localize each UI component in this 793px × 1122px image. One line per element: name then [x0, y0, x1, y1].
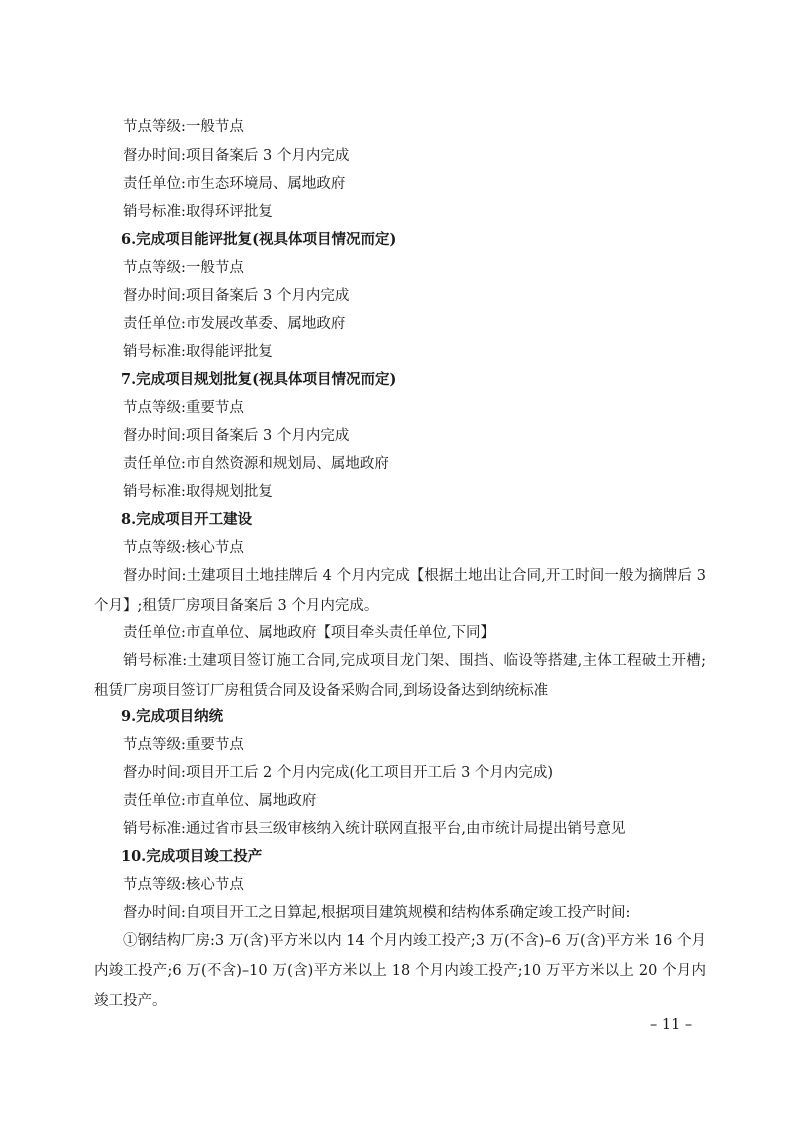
- section-heading: 9.完成项目纳统: [121, 708, 224, 725]
- text-line: 销号标准:取得环评批复: [123, 204, 273, 220]
- text-line: 督办时间:项目备案后 3 个月内完成: [123, 288, 350, 304]
- text-line: 节点等级:一般节点: [123, 119, 244, 135]
- section-heading: 7.完成项目规划批复(视具体项目情况而定): [121, 371, 397, 388]
- text-line: 销号标准:通过省市县三级审核纳入统计联网直报平台,由市统计局提出销号意见: [123, 821, 626, 837]
- text-line: 节点等级:重要节点: [123, 737, 244, 753]
- text-line: 责任单位:市发展改革委、属地政府: [123, 316, 346, 332]
- text-line: 督办时间:项目备案后 3 个月内完成: [123, 428, 350, 444]
- text-line: 督办时间:项目开工后 2 个月内完成(化工项目开工后 3 个月内完成): [123, 765, 554, 781]
- text-line: 销号标准:取得能评批复: [123, 344, 273, 360]
- text-line: 责任单位:市直单位、属地政府【项目牵头责任单位,下同】: [123, 625, 495, 641]
- text-line: 节点等级:核心节点: [123, 540, 244, 556]
- text-line: 责任单位:市生态环境局、属地政府: [123, 176, 346, 192]
- section-heading: 8.完成项目开工建设: [121, 511, 253, 528]
- text-line: 督办时间:自项目开工之日算起,根据项目建筑规模和结构体系确定竣工投产时间:: [123, 905, 631, 921]
- text-line: 节点等级:一般节点: [123, 260, 244, 276]
- text-line: 责任单位:市自然资源和规划局、属地政府: [123, 456, 389, 472]
- paragraph-supervision-time: 督办时间:土建项目土地挂牌后 4 个月内完成【根据土地出让合同,开工时间一般为摘牌后 3 个月】;租赁厂房项目备案后 3 个月内完成。: [94, 568, 706, 614]
- section-heading: 10.完成项目竣工投产: [121, 848, 263, 865]
- text-line: 节点等级:核心节点: [123, 877, 244, 893]
- page-number: – 11 –: [650, 1017, 693, 1033]
- text-line: 节点等级:重要节点: [123, 400, 244, 416]
- text-line: 销号标准:取得规划批复: [123, 484, 273, 500]
- paragraph-steel-structure: ①钢结构厂房:3 万(含)平方米以内 14 个月内竣工投产;3 万(不含)–6 万(含)平方米 16 个月内竣工投产;6 万(不含)–10 万(含)平方米以上 18 个月内竣工投产;10 万平方米以上 20 个月内竣工投产。: [94, 933, 706, 1009]
- text-line: 督办时间:项目备案后 3 个月内完成: [123, 148, 350, 164]
- section-heading: 6.完成项目能评批复(视具体项目情况而定): [121, 231, 397, 248]
- paragraph-closing-standard: 销号标准:土建项目签订施工合同,完成项目龙门架、围挡、临设等搭建,主体工程破土开槽;租赁厂房项目签订厂房租赁合同及设备采购合同,到场设备达到纳统标准: [94, 653, 706, 699]
- text-line: 责任单位:市直单位、属地政府: [123, 793, 317, 809]
